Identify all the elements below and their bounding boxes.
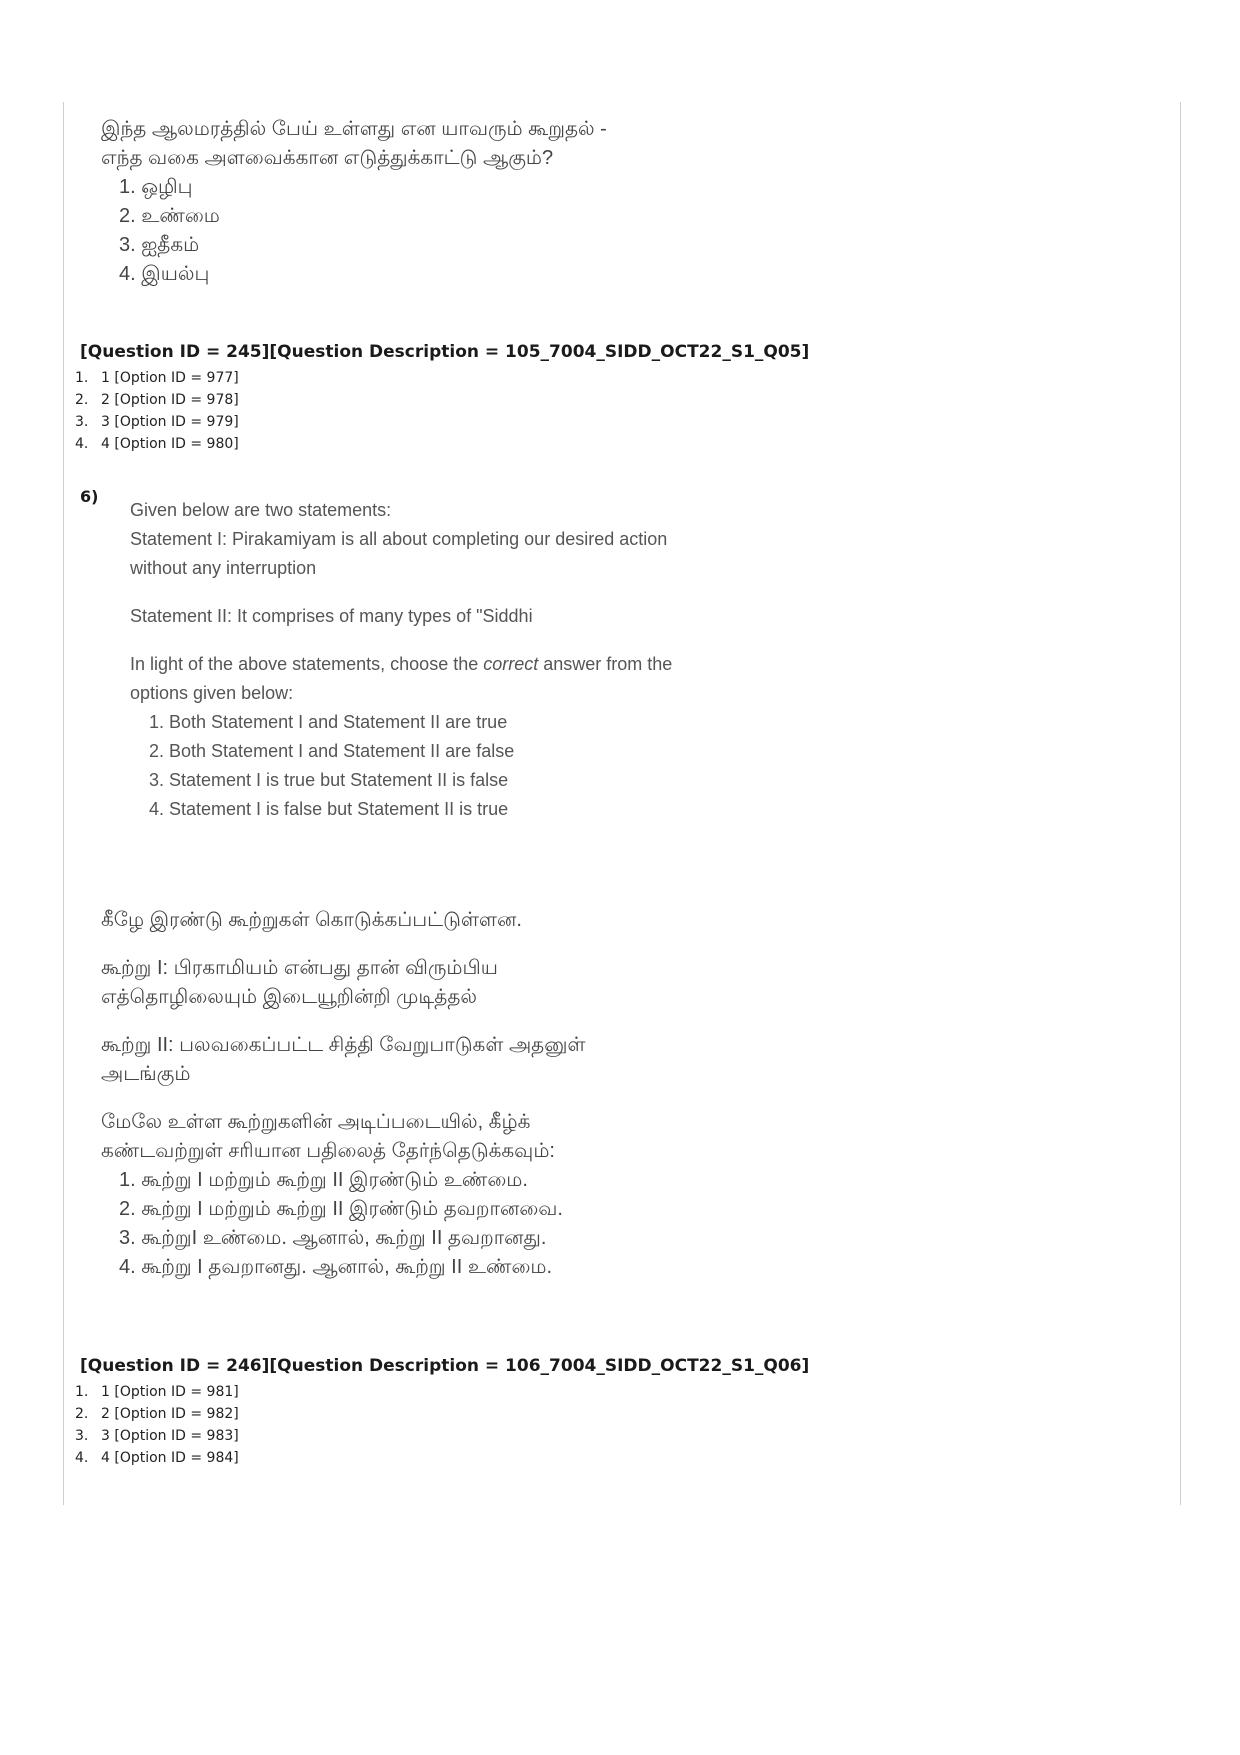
q5-tamil-question <box>101 115 607 289</box>
list-item: 2. 2 [Option ID = 982] <box>75 1406 239 1422</box>
q5-tamil-line-1: இந்த ஆலமரத்தில் பேய் உள்ளது என யாவரும் கூறுதல் - <box>101 118 607 140</box>
q6-intro: Given below are two statements: <box>130 500 392 520</box>
q6-tamil-intro: கீழே இரண்டு கூற்றுகள் கொடுக்கப்பட்டுள்ளன. <box>101 909 522 931</box>
q6-tamil-instruction-line-1: மேலே உள்ள கூற்றுகளின் அடிப்படையில், கீழ்க் <box>101 1111 531 1133</box>
page-frame-left-border <box>63 102 64 1505</box>
q6-tamil-statement-1-line-1: கூற்று I: பிரகாமியம் என்பது தான் விரும்பிய <box>101 957 498 979</box>
q6-english-options <box>149 708 672 824</box>
q6-english-question <box>130 496 672 824</box>
q5-question-id-header: [Question ID = 245][Question Description = 105_7004_SIDD_OCT22_S1_Q05] <box>80 342 810 362</box>
q6-english-option: 4. Statement I is false but Statement II is true <box>149 799 509 819</box>
q6-instruction-emphasis: correct <box>483 654 539 674</box>
q5-option-id-list <box>75 367 239 455</box>
q6-option-id-list <box>75 1381 239 1469</box>
q6-english-option: 2. Both Statement I and Statement II are false <box>149 741 515 761</box>
q5-tamil-option: 2. உண்மை <box>119 205 220 227</box>
q5-tamil-options <box>119 173 607 289</box>
q6-question-id-header: [Question ID = 246][Question Description = 106_7004_SIDD_OCT22_S1_Q06] <box>80 1356 810 1376</box>
q6-english-option: 1. Both Statement I and Statement II are true <box>149 712 508 732</box>
list-item: 3. 3 [Option ID = 983] <box>75 1428 239 1444</box>
q6-tamil-option: 4. கூற்று I தவறானது. ஆனால், கூற்று II உண்மை. <box>119 1256 553 1278</box>
q6-instruction-line-2: options given below: <box>130 683 294 703</box>
q6-statement-2: Statement II: It comprises of many types of "Siddhi <box>130 606 533 626</box>
q6-tamil-option: 1. கூற்று I மற்றும் கூற்று II இரண்டும் உண்மை. <box>119 1169 528 1191</box>
q6-tamil-option: 2. கூற்று I மற்றும் கூற்று II இரண்டும் தவறானவை. <box>119 1198 563 1220</box>
q6-tamil-question <box>101 906 585 1282</box>
list-item: 4. 4 [Option ID = 980] <box>75 436 239 452</box>
q6-tamil-statement-2-line-2: அடங்கும் <box>101 1063 191 1085</box>
q6-question-number: 6) <box>80 487 99 506</box>
list-item: 1. 1 [Option ID = 977] <box>75 370 239 386</box>
q6-tamil-statement-1-line-2: எத்தொழிலையும் இடையூறின்றி முடித்தல் <box>101 986 477 1008</box>
list-item: 1. 1 [Option ID = 981] <box>75 1384 239 1400</box>
q6-statement-1-line-1: Statement I: Pirakamiyam is all about completing our desired action <box>130 529 668 549</box>
q5-tamil-option: 3. ஐதீகம் <box>119 234 200 256</box>
list-item: 3. 3 [Option ID = 979] <box>75 414 239 430</box>
q6-english-option: 3. Statement I is true but Statement II is false <box>149 770 509 790</box>
page-frame-right-border <box>1180 102 1181 1505</box>
q5-tamil-option: 4. இயல்பு <box>119 263 210 285</box>
q5-tamil-line-2: எந்த வகை அளவைக்கான எடுத்துக்காட்டு ஆகும்? <box>101 147 554 169</box>
q5-tamil-option: 1. ஒழிபு <box>119 176 193 198</box>
q6-tamil-options <box>119 1166 585 1282</box>
q6-instruction-line-1: In light of the above statements, choose the correct answer from the <box>130 654 673 674</box>
q6-tamil-option: 3. கூற்றுI உண்மை. ஆனால், கூற்று II தவறானது. <box>119 1227 547 1249</box>
q6-statement-1-line-2: without any interruption <box>130 558 317 578</box>
list-item: 4. 4 [Option ID = 984] <box>75 1450 239 1466</box>
q6-tamil-statement-2-line-1: கூற்று II: பலவகைப்பட்ட சித்தி வேறுபாடுகள் அதனுள் <box>101 1034 586 1056</box>
q6-tamil-instruction-line-2: கண்டவற்றுள் சரியான பதிலைத் தேர்ந்தெடுக்கவும்: <box>101 1140 555 1162</box>
list-item: 2. 2 [Option ID = 978] <box>75 392 239 408</box>
